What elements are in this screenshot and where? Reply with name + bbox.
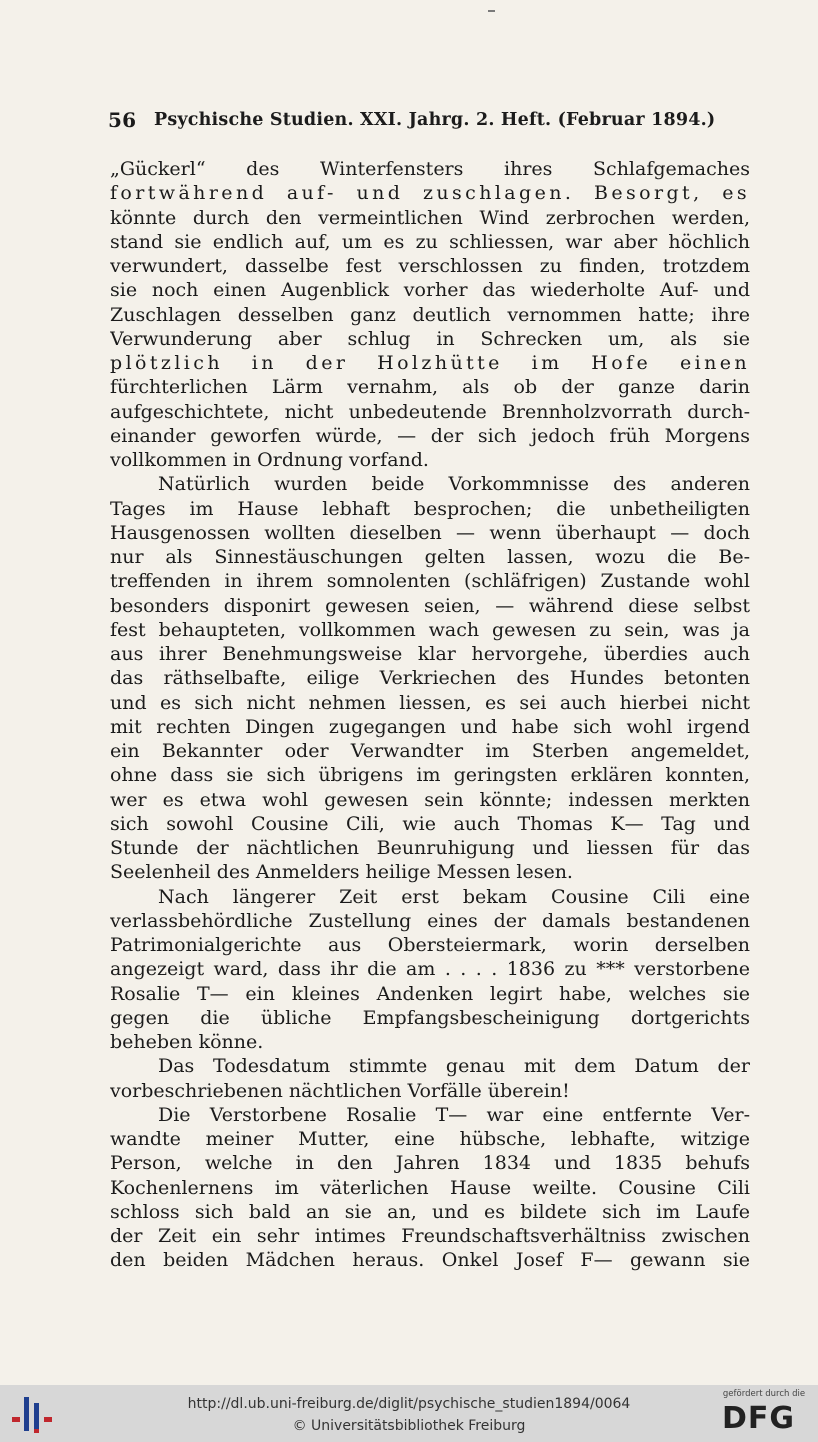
text-line: Das Todesdatum stimmte genau mit dem Datum der: [158, 1055, 750, 1078]
text-line: den beiden Mädchen heraus. Onkel Josef F— gewann sie: [110, 1249, 750, 1272]
text-line: verwundert, dasselbe fest verschlossen zu finden, trotzdem: [110, 255, 750, 277]
scan-artifact-mark: [488, 10, 495, 12]
text-line: wandte meiner Mutter, eine hübsche, lebhafte, witzige: [110, 1128, 750, 1150]
text-line: aus ihrer Benehmungsweise klar hervorgehe, überdies auch: [110, 643, 750, 665]
dfg-logo-text: DFG: [722, 1401, 796, 1436]
footer-url-link[interactable]: http://dl.ub.uni-freiburg.de/diglit/psychische_studien1894/0064: [187, 1396, 631, 1412]
text-line: Seelenheil des Anmelders heilige Messen lesen.: [110, 861, 573, 884]
text-line: vorbeschriebenen nächtlichen Vorfälle überein!: [110, 1079, 570, 1102]
footer-bar: [0, 1385, 818, 1442]
text-line: besonders disponirt gewesen seien, — während diese selbst: [110, 594, 750, 617]
text-line: fortwährend auf- und zuschlagen. Besorgt, es: [110, 182, 750, 205]
text-line: treffenden in ihrem somnolenten (schläfrigen) Zustande wohl: [110, 570, 750, 593]
text-line: verlassbehördliche Zustellung eines der damals bestandenen: [110, 909, 750, 932]
text-line: Nach längerer Zeit erst bekam Cousine Cili eine: [158, 885, 750, 908]
text-line: stand sie endlich auf, um es zu schliessen, war aber höchlich: [110, 230, 750, 253]
text-line: Kochenlernens im väterlichen Hause weilte. Cousine Cili: [110, 1176, 750, 1199]
text-line: Verwunderung aber schlug in Schrecken um, als sie: [110, 327, 750, 350]
text-line: angezeigt ward, dass ihr die am . . . . 1836 zu *** verstorbene: [110, 958, 750, 981]
text-line: plötzlich in der Holzhütte im Hofe einen: [110, 352, 750, 374]
text-line: Person, welche in den Jahren 1834 und 1835 behufs: [110, 1152, 750, 1175]
text-line: mit rechten Dingen zugegangen und habe sich wohl irgend: [110, 715, 750, 738]
text-line: Die Verstorbene Rosalie T— war eine entfernte Ver-: [158, 1103, 750, 1126]
dfg-caption: gefördert durch die: [722, 1389, 806, 1399]
text-line: der Zeit ein sehr intimes Freundschaftsverhältniss zwischen: [110, 1225, 750, 1247]
text-line: Hausgenossen wollten dieselben — wenn überhaupt — doch: [110, 521, 750, 544]
text-line: fürchterlichen Lärm vernahm, als ob der ganze darin: [110, 376, 750, 399]
text-line: ein Bekannter oder Verwandter im Sterben angemeldet,: [110, 740, 750, 762]
text-line: schloss sich bald an sie an, und es bildete sich im Laufe: [110, 1200, 750, 1223]
text-line: Natürlich wurden beide Vorkommnisse des anderen: [158, 473, 750, 496]
text-line: „Gückerl“ des Winterfensters ihres Schlafgemaches: [110, 158, 750, 180]
text-line: Stunde der nächtlichen Beunruhigung und liessen für das: [110, 837, 750, 859]
running-title: Psychische Studien. XXI. Jahrg. 2. Heft. (Februar 1894.): [154, 110, 716, 130]
dfg-logo: [716, 1389, 812, 1439]
text-line: vollkommen in Ordnung vorfand.: [110, 449, 429, 471]
running-head: [108, 108, 748, 136]
text-line: Patrimonialgerichte aus Obersteiermark, worin derselben: [110, 934, 750, 956]
text-line: sie noch einen Augenblick vorher das wiederholte Auf- und: [110, 279, 750, 302]
text-line: beheben könne.: [110, 1031, 264, 1053]
page-number: 56: [108, 108, 137, 132]
text-line: und es sich nicht nehmen liessen, es sei auch hierbei nicht: [110, 691, 750, 714]
text-line: fest behaupteten, vollkommen wach gewesen zu sein, was ja: [110, 618, 750, 641]
text-line: aufgeschichtete, nicht unbedeutende Brennholzvorrath durch-: [110, 400, 750, 423]
text-line: Zuschlagen desselben ganz deutlich vernommen hatte; ihre: [110, 303, 750, 326]
text-line: wer es etwa wohl gewesen sein könnte; indessen merkten: [110, 788, 750, 811]
text-line: sich sowohl Cousine Cili, wie auch Thomas K— Tag und: [110, 812, 750, 835]
text-line: das räthselbafte, eilige Verkriechen des Hundes betonten: [110, 667, 750, 690]
footer-copyright: © Universitätsbibliothek Freiburg: [292, 1418, 526, 1434]
text-line: könnte durch den vermeintlichen Wind zerbrochen werden,: [110, 206, 750, 229]
text-line: ohne dass sie sich übrigens im geringsten erklären konnten,: [110, 764, 750, 787]
text-line: Rosalie T— ein kleines Andenken legirt habe, welches sie: [110, 982, 750, 1005]
text-line: gegen die übliche Empfangsbescheinigung dortgerichts: [110, 1006, 750, 1029]
text-line: nur als Sinnestäuschungen gelten lassen, wozu die Be-: [110, 546, 750, 568]
text-line: einander geworfen würde, — der sich jedoch früh Morgens: [110, 424, 750, 447]
text-line: Tages im Hause lebhaft besprochen; die unbetheiligten: [110, 497, 750, 520]
body-text: [110, 157, 750, 1273]
